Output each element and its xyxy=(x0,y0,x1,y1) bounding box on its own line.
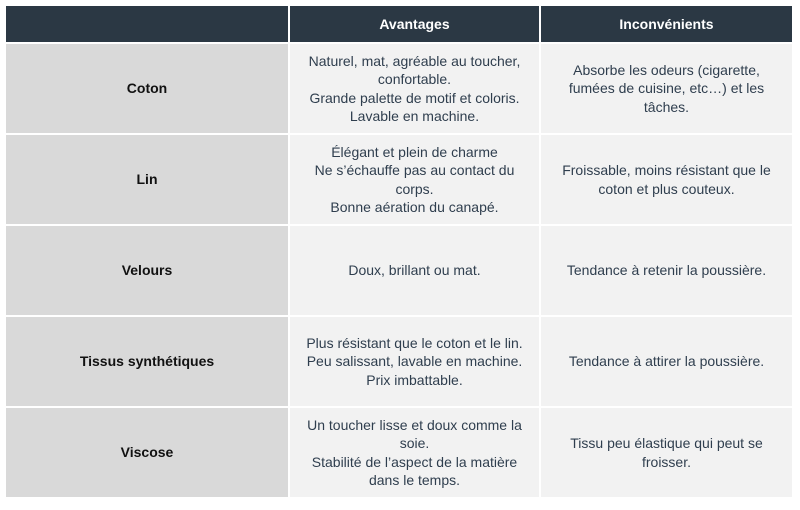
header-avantages: Avantages xyxy=(289,5,540,43)
text-line: Tendance à attirer la poussière. xyxy=(568,353,765,370)
header-row xyxy=(5,5,793,43)
row-label-tissus-synthetiques: Tissus synthétiques xyxy=(5,316,289,407)
inconvenients-cell xyxy=(540,316,793,407)
header-corner xyxy=(5,5,289,43)
text-line: Froissable, moins résistant que le xyxy=(562,162,771,178)
text-line: Élégant et plein de charme xyxy=(331,143,498,160)
table-row xyxy=(5,316,793,407)
row-label-coton: Coton xyxy=(5,43,289,134)
text-line: Peu salissant, lavable en machine. xyxy=(306,353,523,370)
avantages-cell xyxy=(289,316,540,407)
inconvenients-cell xyxy=(540,134,793,225)
header-inconvenients: Inconvénients xyxy=(540,5,793,43)
row-label-lin: Lin xyxy=(5,134,289,225)
text-line: Tissu peu élastique qui peut se xyxy=(570,435,763,451)
text-line: Tendance à retenir la poussière. xyxy=(566,262,767,279)
text-line: Doux, brillant ou mat. xyxy=(348,262,481,279)
fabric-comparison-table xyxy=(4,4,794,499)
text-line: froisser. xyxy=(641,453,691,470)
avantages-cell xyxy=(289,225,540,316)
text-line: Lavable en machine. xyxy=(349,108,480,124)
text-line: tâches. xyxy=(643,98,690,115)
text-line: confortable. xyxy=(377,71,452,87)
avantages-cell xyxy=(289,134,540,225)
table-row xyxy=(5,225,793,316)
text-line: soie. xyxy=(399,435,430,451)
text-line: Ne s’échauffe pas au contact du xyxy=(314,162,515,178)
text-line: dans le temps. xyxy=(368,472,461,488)
table-row xyxy=(5,43,793,134)
row-label-velours: Velours xyxy=(5,225,289,316)
text-line: corps. xyxy=(395,180,434,197)
inconvenients-cell xyxy=(540,225,793,316)
text-line: Un toucher lisse et doux comme la xyxy=(307,416,522,433)
text-line: Bonne aération du canapé. xyxy=(330,199,499,215)
row-label-viscose: Viscose xyxy=(5,407,289,498)
text-line: Stabilité de l’aspect de la matière xyxy=(311,453,518,470)
text-line: Prix imbattable. xyxy=(366,371,463,388)
table-row xyxy=(5,407,793,498)
text-line: coton et plus couteux. xyxy=(598,180,735,197)
text-line: Absorbe les odeurs (cigarette, xyxy=(573,61,760,78)
inconvenients-cell xyxy=(540,43,793,134)
inconvenients-cell xyxy=(540,407,793,498)
avantages-cell xyxy=(289,43,540,134)
table-row xyxy=(5,134,793,225)
avantages-cell xyxy=(289,407,540,498)
comparison-table-container xyxy=(4,4,792,499)
text-line: Naturel, mat, agréable au toucher, xyxy=(308,52,521,69)
text-line: Grande palette de motif et coloris. xyxy=(309,89,520,106)
text-line: fumées de cuisine, etc…) et les xyxy=(568,80,765,97)
text-line: Plus résistant que le coton et le lin. xyxy=(306,334,523,351)
